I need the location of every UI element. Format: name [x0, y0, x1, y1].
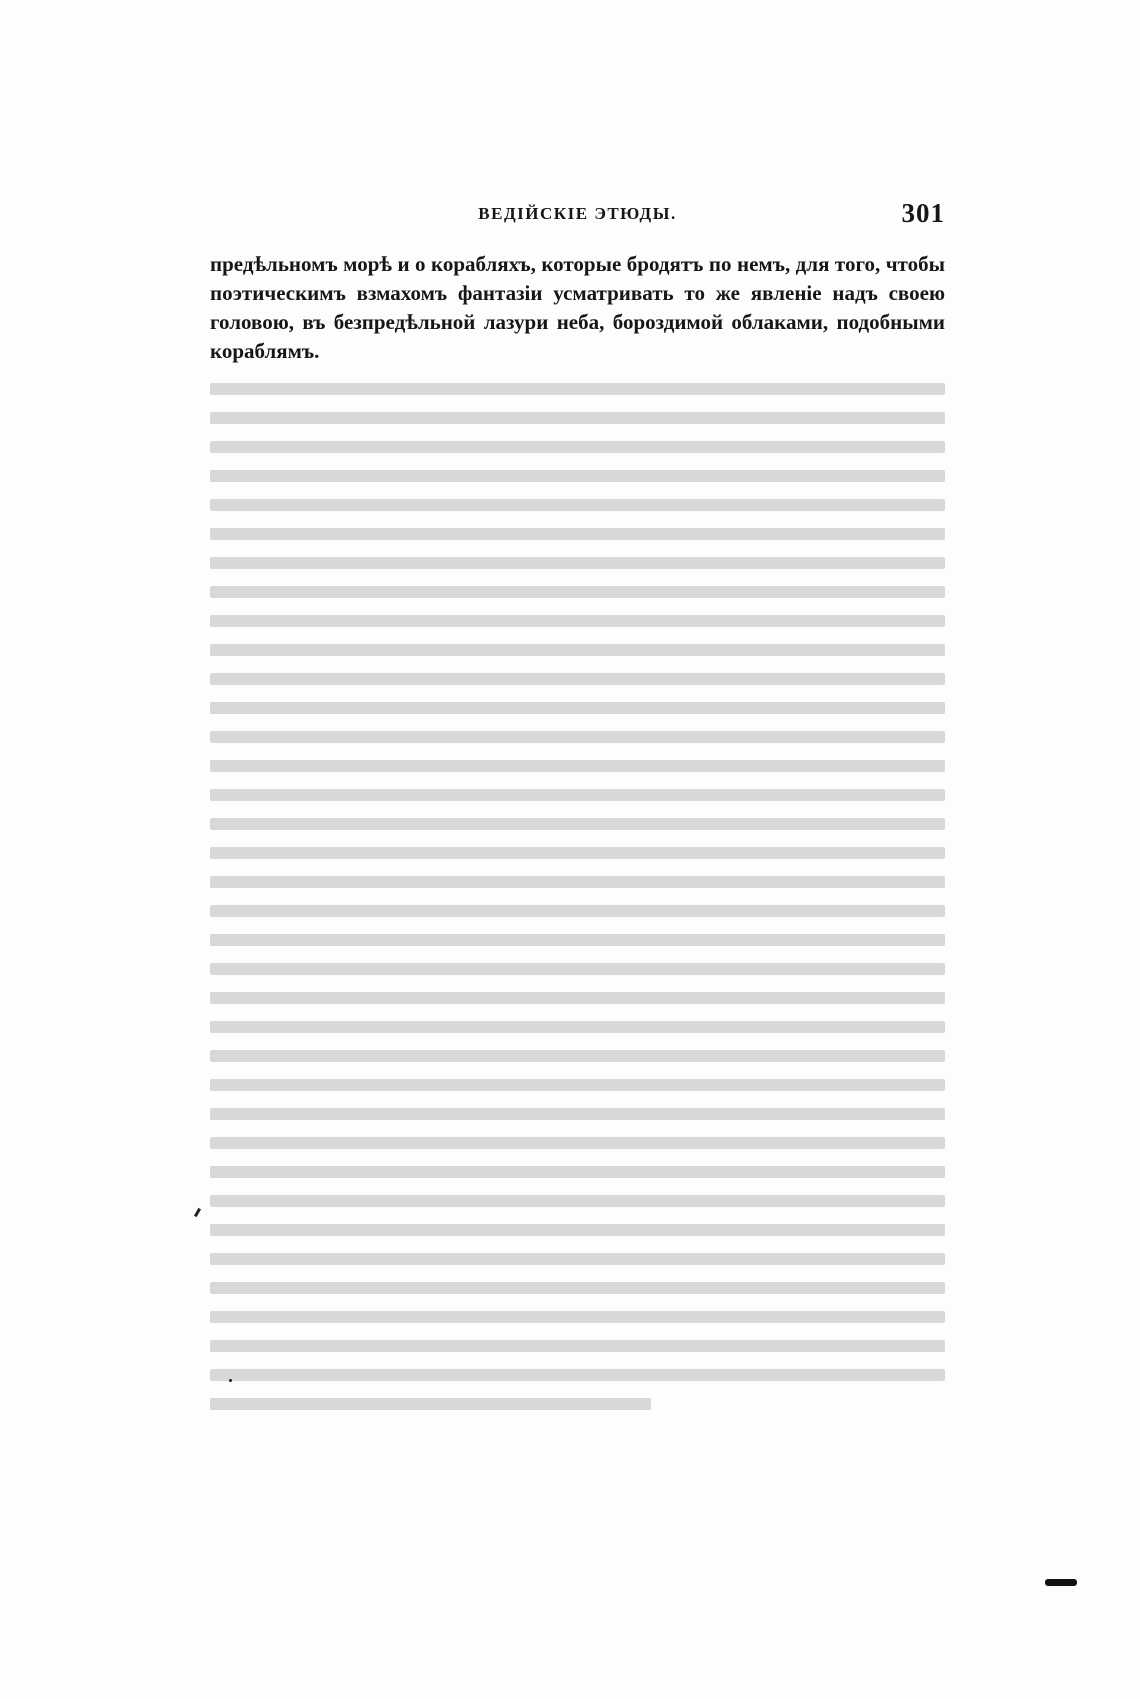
placeholder-text-line	[210, 644, 945, 656]
placeholder-text-line	[210, 412, 945, 424]
placeholder-text-line	[210, 557, 945, 569]
placeholder-text-line	[210, 615, 945, 627]
placeholder-text-line	[210, 1311, 945, 1323]
page-number: 301	[901, 198, 945, 228]
placeholder-lines	[210, 383, 945, 1410]
placeholder-text-line	[210, 1369, 945, 1381]
placeholder-text-line	[210, 1166, 945, 1178]
placeholder-text-line	[210, 1224, 945, 1236]
placeholder-text-line	[210, 760, 945, 772]
placeholder-text-line	[210, 818, 945, 830]
placeholder-text-line	[210, 586, 945, 598]
placeholder-text-line	[210, 383, 945, 395]
placeholder-text-line	[210, 1079, 945, 1091]
placeholder-text-line	[210, 470, 945, 482]
placeholder-text-line	[210, 1021, 945, 1033]
edge-dash-mark	[1045, 1579, 1077, 1586]
placeholder-text-line	[210, 528, 945, 540]
placeholder-text-line	[210, 963, 945, 975]
placeholder-text-line	[210, 905, 945, 917]
margin-tick-mark	[194, 1208, 201, 1217]
placeholder-text-line	[210, 1398, 651, 1410]
placeholder-text-line	[210, 1195, 945, 1207]
placeholder-text-line	[210, 1340, 945, 1352]
placeholder-text-line	[210, 702, 945, 714]
placeholder-text-line	[210, 847, 945, 859]
placeholder-text-line	[210, 441, 945, 453]
placeholder-text-line	[210, 731, 945, 743]
placeholder-text-line	[210, 1108, 945, 1120]
placeholder-text-line	[210, 789, 945, 801]
placeholder-text-line	[210, 876, 945, 888]
placeholder-text-line	[210, 499, 945, 511]
running-head-title: ВЕДІЙСКІЕ ЭТЮДЫ.	[478, 204, 677, 223]
running-head	[210, 198, 945, 232]
placeholder-text-line	[210, 1137, 945, 1149]
placeholder-text-line	[210, 934, 945, 946]
placeholder-text-line	[210, 992, 945, 1004]
placeholder-text-line	[210, 1050, 945, 1062]
ink-speck	[229, 1379, 232, 1382]
placeholder-text-line	[210, 1282, 945, 1294]
body-excerpt: предѣльномъ морѣ и о корабляхъ, которые бродятъ по немъ, для того, чтобы поэтическимъ взмахомъ фантазіи усматривать то же явленіе надъ своею головою, въ безпредѣльной лазури неба, бороздимой облаками, подобными кораблямъ.	[210, 252, 945, 363]
text-block	[210, 250, 945, 1410]
placeholder-text-line	[210, 673, 945, 685]
placeholder-text-line	[210, 1253, 945, 1265]
